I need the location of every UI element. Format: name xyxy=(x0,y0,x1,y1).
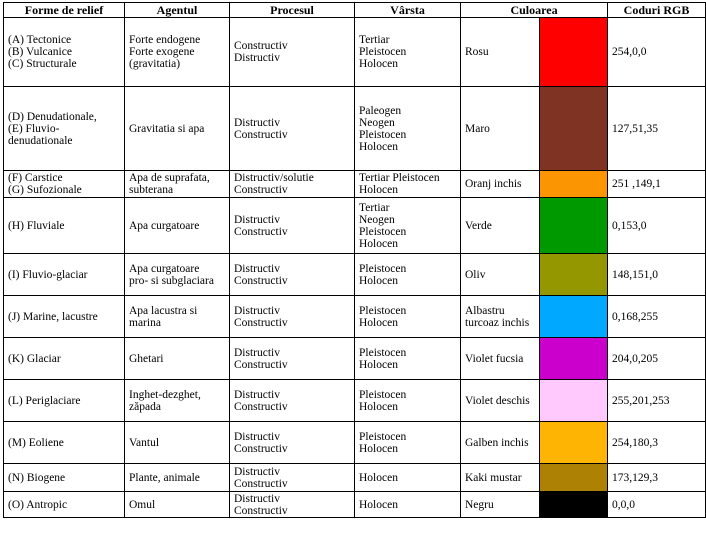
cell-varsta xyxy=(355,18,461,87)
cell-proces-line: Distructiv xyxy=(234,304,280,317)
cell-rgb: 173,129,3 xyxy=(608,464,706,492)
cell-agent-line: Gravitatia si apa xyxy=(129,122,205,135)
cell-forme xyxy=(4,254,125,296)
cell-agent-line: pro- si subglaciara xyxy=(129,274,214,287)
header-varsta: Vârsta xyxy=(355,3,461,18)
cell-agent xyxy=(125,380,230,422)
cell-agent-line: Omul xyxy=(129,498,156,511)
cell-proces xyxy=(230,464,355,492)
cell-forme-line: (K) Glaciar xyxy=(8,352,61,365)
header-culoare: Culoarea xyxy=(461,3,608,18)
cell-agent-line: Inghet-dezghet, xyxy=(129,388,201,401)
cell-culoare: Maro xyxy=(461,87,540,171)
cell-proces-line: Distructiv xyxy=(234,430,280,443)
table-row xyxy=(4,198,706,254)
table-row xyxy=(4,338,706,380)
table-row xyxy=(4,296,706,338)
cell-varsta-line: Holocen xyxy=(359,274,398,287)
cell-forme xyxy=(4,422,125,464)
cell-forme-line: (C) Structurale xyxy=(8,58,77,70)
cell-varsta xyxy=(355,380,461,422)
cell-agent-line: Vantul xyxy=(129,436,160,449)
table-body xyxy=(4,18,706,518)
cell-rgb: 254,180,3 xyxy=(608,422,706,464)
cell-forme-line: (I) Fluvio-glaciar xyxy=(8,268,88,281)
cell-culoare: Negru xyxy=(461,492,540,518)
cell-rgb: 127,51,35 xyxy=(608,87,706,171)
color-swatch xyxy=(540,198,608,254)
cell-agent xyxy=(125,198,230,254)
cell-forme-line: (E) Fluvio- xyxy=(8,122,60,135)
cell-varsta xyxy=(355,87,461,171)
header-forme: Forme de relief xyxy=(4,3,125,18)
cell-forme xyxy=(4,464,125,492)
cell-proces-line: Constructiv xyxy=(234,477,288,490)
cell-agent-line: subterana xyxy=(129,184,174,196)
table-row xyxy=(4,171,706,198)
cell-proces xyxy=(230,422,355,464)
cell-agent-line: Apa curgatoare xyxy=(129,219,200,232)
cell-rgb: 255,201,253 xyxy=(608,380,706,422)
cell-varsta-line: Holocen xyxy=(359,471,398,484)
cell-agent xyxy=(125,492,230,518)
cell-proces-line: Distructiv xyxy=(234,492,280,505)
cell-varsta-line: Pleistocen xyxy=(359,128,407,141)
cell-proces xyxy=(230,171,355,198)
cell-proces-line: Distructiv xyxy=(234,465,280,478)
relief-forms-table xyxy=(3,2,706,518)
cell-agent xyxy=(125,87,230,171)
cell-varsta-line: Holocen xyxy=(359,316,398,329)
cell-agent-line: Ghetari xyxy=(129,352,164,365)
cell-proces xyxy=(230,338,355,380)
cell-culoare: Violet deschis xyxy=(461,380,540,422)
cell-varsta-line: Holocen xyxy=(359,498,398,511)
cell-culoare: Kaki mustar xyxy=(461,464,540,492)
cell-varsta-line: Pleistocen xyxy=(359,430,407,443)
cell-proces-line: Constructiv xyxy=(234,316,288,329)
table-row xyxy=(4,18,706,87)
cell-forme xyxy=(4,338,125,380)
cell-varsta-line: Pleistocen xyxy=(359,225,407,238)
cell-proces-line: Constructiv xyxy=(234,274,288,287)
cell-agent-line: Forte exogene xyxy=(129,46,195,58)
cell-rgb: 204,0,205 xyxy=(608,338,706,380)
cell-varsta xyxy=(355,422,461,464)
cell-varsta-line: Holocen xyxy=(359,58,398,70)
cell-proces-line: Constructiv xyxy=(234,358,288,371)
cell-agent xyxy=(125,464,230,492)
table-row xyxy=(4,464,706,492)
cell-agent-line: zăpada xyxy=(129,400,161,413)
cell-agent-line: Apa curgatoare xyxy=(129,262,200,275)
cell-rgb: 0,168,255 xyxy=(608,296,706,338)
cell-proces-line: Distructiv xyxy=(234,388,280,401)
cell-varsta-line: Holocen xyxy=(359,400,398,413)
cell-varsta-line: Holocen xyxy=(359,140,398,153)
cell-agent xyxy=(125,422,230,464)
cell-varsta-line: Holocen xyxy=(359,237,398,250)
cell-varsta xyxy=(355,254,461,296)
cell-proces-line: Constructiv xyxy=(234,504,288,517)
cell-forme xyxy=(4,296,125,338)
cell-culoare: Albastru turcoaz inchis xyxy=(461,296,540,338)
color-swatch xyxy=(540,18,608,87)
cell-forme xyxy=(4,87,125,171)
cell-proces-line: Distructiv xyxy=(234,346,280,359)
cell-culoare: Violet fucsia xyxy=(461,338,540,380)
cell-varsta-line: Holocen xyxy=(359,184,398,196)
cell-varsta xyxy=(355,171,461,198)
cell-proces xyxy=(230,492,355,518)
cell-varsta-line: Pleistocen xyxy=(359,46,407,58)
cell-varsta xyxy=(355,492,461,518)
cell-culoare: Oliv xyxy=(461,254,540,296)
cell-proces xyxy=(230,296,355,338)
cell-agent xyxy=(125,254,230,296)
cell-proces xyxy=(230,254,355,296)
table-row xyxy=(4,87,706,171)
header-proces: Procesul xyxy=(230,3,355,18)
cell-varsta-line: Pleistocen xyxy=(359,262,407,275)
cell-culoare: Verde xyxy=(461,198,540,254)
cell-agent-line: Plante, animale xyxy=(129,471,200,484)
table-row xyxy=(4,380,706,422)
cell-proces xyxy=(230,198,355,254)
cell-varsta-line: Paleogen xyxy=(359,104,402,117)
cell-proces-line: Constructiv xyxy=(234,225,288,238)
cell-forme xyxy=(4,18,125,87)
cell-varsta-line: Holocen xyxy=(359,442,398,455)
cell-forme xyxy=(4,198,125,254)
table-row xyxy=(4,422,706,464)
cell-forme-line: (J) Marine, lacustre xyxy=(8,310,98,323)
cell-forme-line: (L) Periglaciare xyxy=(8,394,81,407)
cell-rgb: 0,153,0 xyxy=(608,198,706,254)
cell-proces-line: Distructiv/solutie xyxy=(234,172,314,184)
cell-varsta-line: Holocen xyxy=(359,358,398,371)
cell-proces-line: Distructiv xyxy=(234,116,280,129)
cell-varsta-line: Neogen xyxy=(359,116,395,129)
cell-agent-line: marina xyxy=(129,316,161,329)
cell-agent-line: (gravitatia) xyxy=(129,58,181,70)
cell-forme-line: (N) Biogene xyxy=(8,471,66,484)
cell-agent xyxy=(125,296,230,338)
cell-proces xyxy=(230,18,355,87)
color-swatch xyxy=(540,254,608,296)
color-swatch xyxy=(540,464,608,492)
cell-culoare: Oranj inchis xyxy=(461,171,540,198)
cell-proces-line: Constructiv xyxy=(234,442,288,455)
cell-forme-line: denudationale xyxy=(8,134,73,147)
cell-agent-line: Forte endogene xyxy=(129,34,201,46)
cell-proces xyxy=(230,380,355,422)
color-swatch xyxy=(540,87,608,171)
cell-proces-line: Distructiv xyxy=(234,52,280,64)
table-row xyxy=(4,492,706,518)
cell-varsta-line: Pleistocen xyxy=(359,388,407,401)
cell-forme xyxy=(4,380,125,422)
cell-proces-line: Constructiv xyxy=(234,400,288,413)
header-agent: Agentul xyxy=(125,3,230,18)
cell-culoare: Galben inchis xyxy=(461,422,540,464)
cell-forme-line: (F) Carstice xyxy=(8,172,63,184)
cell-varsta-line: Tertiar xyxy=(359,34,390,46)
cell-varsta xyxy=(355,464,461,492)
cell-agent xyxy=(125,18,230,87)
cell-varsta-line: Pleistocen xyxy=(359,304,407,317)
cell-forme-line: (A) Tectonice xyxy=(8,34,72,46)
cell-forme-line: (D) Denudationale, xyxy=(8,110,97,123)
cell-varsta-line: Pleistocen xyxy=(359,346,407,359)
cell-varsta-line: Tertiar xyxy=(359,201,390,214)
cell-forme-line: (O) Antropic xyxy=(8,498,68,511)
cell-agent-line: Apa de suprafata, xyxy=(129,172,210,184)
table-row xyxy=(4,254,706,296)
cell-proces-line: Distructiv xyxy=(234,213,280,226)
cell-forme-line: (H) Fluviale xyxy=(8,219,65,232)
cell-forme xyxy=(4,492,125,518)
color-swatch xyxy=(540,296,608,338)
cell-forme-line: (M) Eoliene xyxy=(8,436,64,449)
cell-proces-line: Constructiv xyxy=(234,40,288,52)
cell-forme-line: (B) Vulcanice xyxy=(8,46,72,58)
cell-forme xyxy=(4,171,125,198)
cell-varsta xyxy=(355,198,461,254)
color-swatch xyxy=(540,171,608,198)
cell-proces-line: Constructiv xyxy=(234,184,288,196)
cell-proces-line: Distructiv xyxy=(234,262,280,275)
color-swatch xyxy=(540,338,608,380)
header-rgb: Coduri RGB xyxy=(608,3,706,18)
cell-agent xyxy=(125,171,230,198)
color-swatch xyxy=(540,422,608,464)
cell-agent-line: Apa lacustra si xyxy=(129,304,198,317)
color-swatch xyxy=(540,380,608,422)
cell-varsta-line: Neogen xyxy=(359,213,395,226)
color-swatch xyxy=(540,492,608,518)
cell-rgb: 251 ,149,1 xyxy=(608,171,706,198)
cell-varsta xyxy=(355,296,461,338)
cell-culoare: Rosu xyxy=(461,18,540,87)
cell-agent xyxy=(125,338,230,380)
cell-proces xyxy=(230,87,355,171)
cell-varsta xyxy=(355,338,461,380)
header-row xyxy=(4,3,706,18)
cell-proces-line: Constructiv xyxy=(234,128,288,141)
cell-rgb: 254,0,0 xyxy=(608,18,706,87)
cell-forme-line: (G) Sufozionale xyxy=(8,184,82,196)
cell-rgb: 0,0,0 xyxy=(608,492,706,518)
cell-varsta-line: Tertiar Pleistocen xyxy=(359,172,440,184)
cell-rgb: 148,151,0 xyxy=(608,254,706,296)
